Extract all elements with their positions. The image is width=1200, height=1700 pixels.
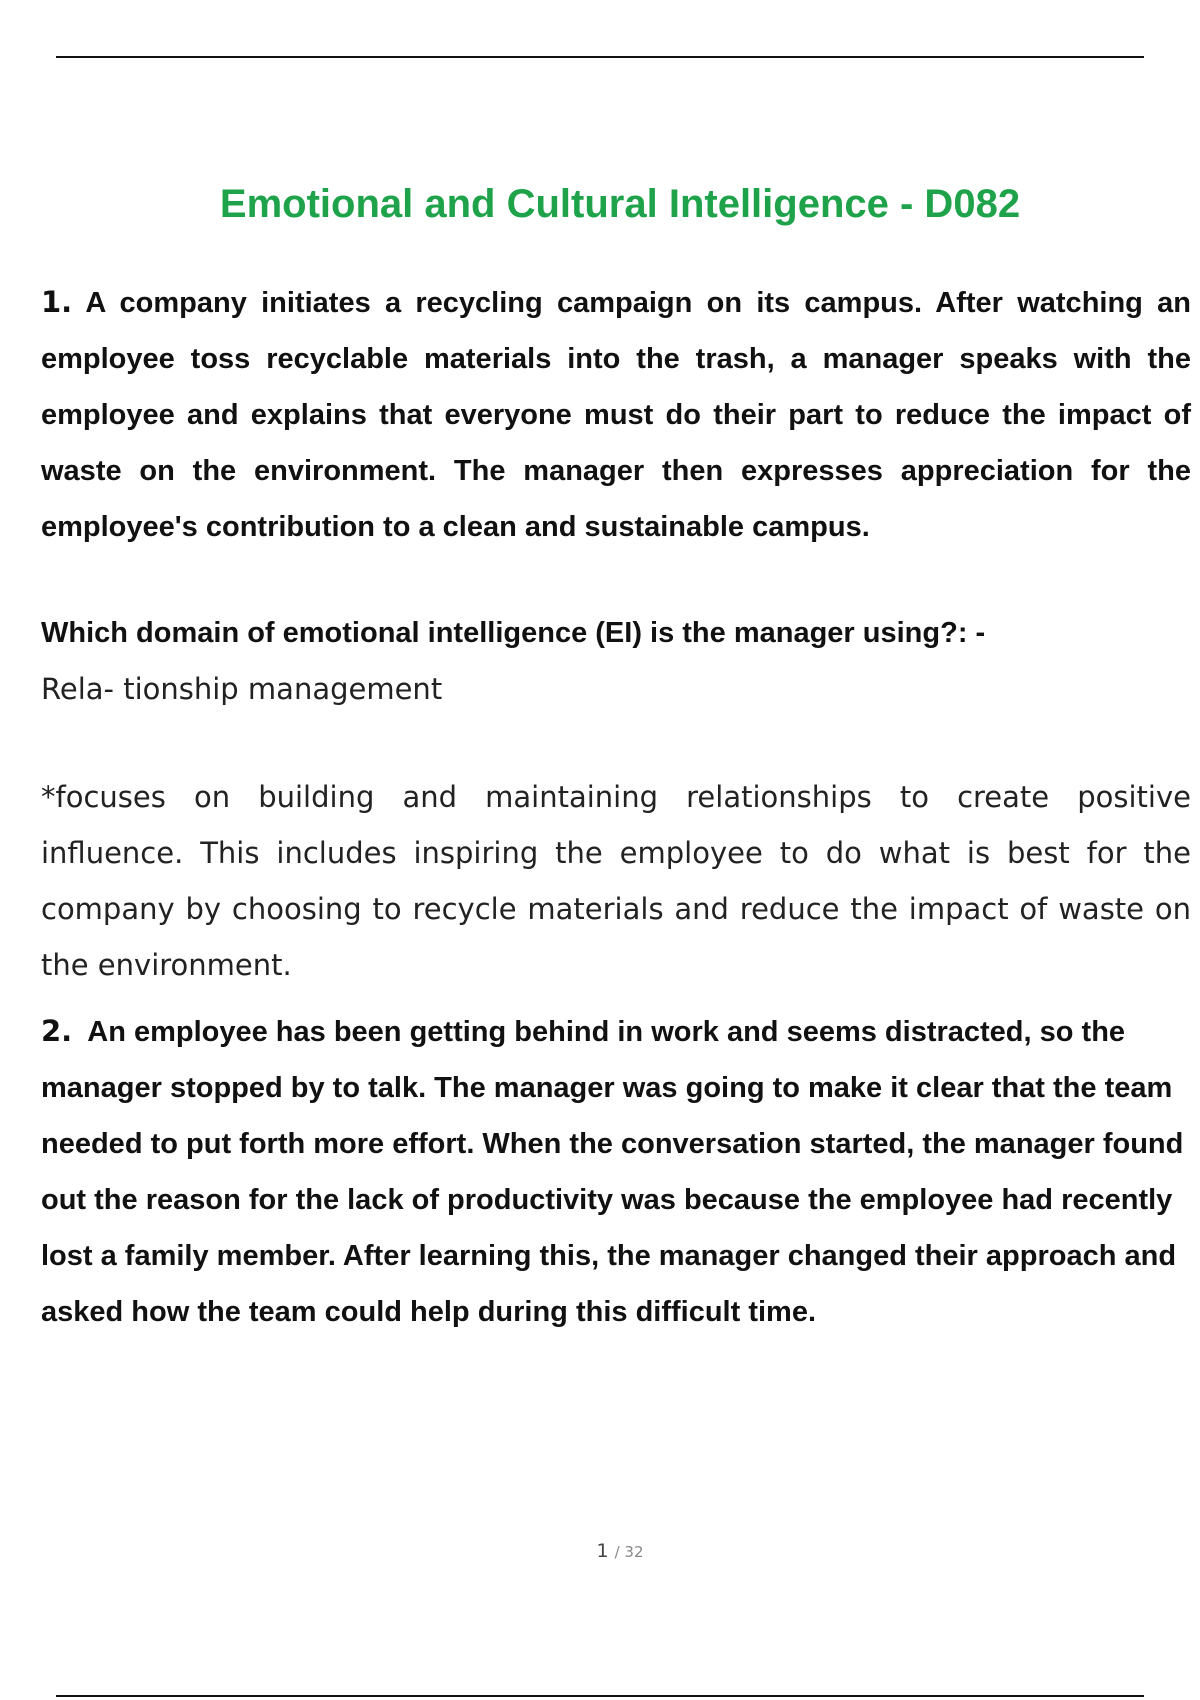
footer-rule: [56, 1695, 1144, 1697]
document-body: [41, 274, 1191, 1340]
question-1-number: 1.: [41, 285, 73, 319]
page-number: [0, 1540, 1200, 1562]
question-1: [41, 274, 1191, 993]
page-total: / 32: [614, 1543, 644, 1561]
document-title: Emotional and Cultural Intelligence - D082: [219, 182, 1021, 226]
question-1-explanation: *focuses on building and maintaining relationships to create positive influence. This includes inspiring the employee to do what is best for the company by choosing to recycle materials and reduce the impact of waste on the environment.: [41, 780, 1191, 982]
question-1-text: [41, 274, 1191, 555]
question-2-body: An employee has been getting behind in work and seems distracted, so the manager stopped by to talk. The manager was going to make it clear that the team needed to put forth more effort. When the conversation started, the manager found out the reason for the lack of productivity was because the employee had recently lost a family member. After learning this, the manager changed their approach and asked how the team could help during this difficult time.: [41, 1016, 1184, 1328]
page-current: 1: [596, 1540, 609, 1562]
question-1-prompt: Which domain of emotional intelligence (EI) is the manager using?: -: [41, 617, 986, 649]
question-2-text: [41, 1003, 1191, 1340]
question-2-number: 2.: [41, 1014, 73, 1048]
question-1-body: A company initiates a recycling campaign on its campus. After watching an employee toss recyclable materials into the trash, a manager speaks with the employee and explains that everyone must do their part to reduce the impact of waste on the environment. The manager then expresses appreciation for the employee's contribution to a clean and sustainable campus.: [41, 287, 1192, 543]
question-1-answer: Rela- tionship management: [41, 672, 443, 706]
header-rule: [56, 56, 1144, 58]
question-2: [41, 1003, 1191, 1340]
